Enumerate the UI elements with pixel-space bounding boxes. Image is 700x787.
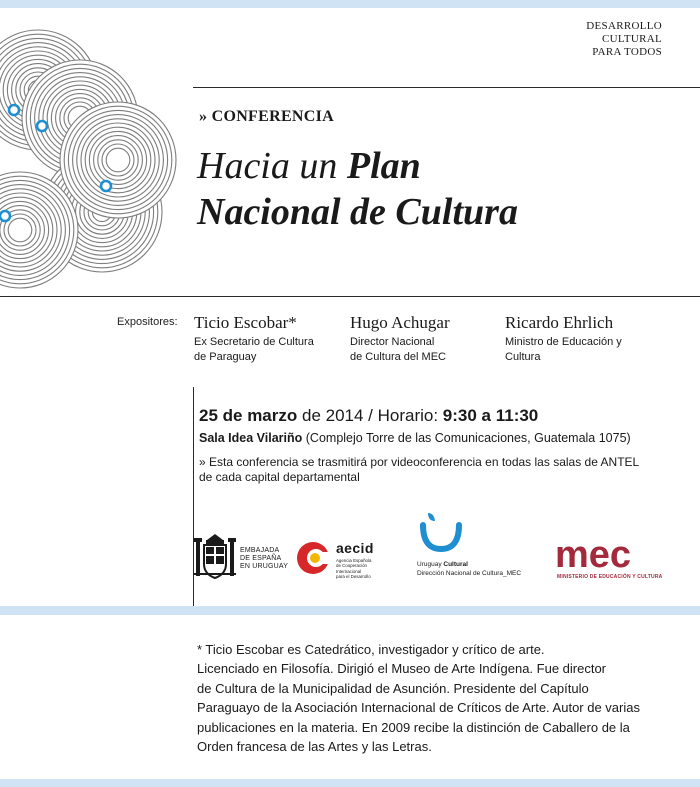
embassy-spain-logo bbox=[192, 534, 292, 582]
accent-ring bbox=[9, 105, 19, 115]
bottom-band bbox=[0, 779, 700, 787]
aecid-wordmark: aecid bbox=[336, 540, 374, 556]
title-italic-part: Hacia un bbox=[197, 145, 347, 187]
footnote-line: Licenciado en Filosofía. Dirigió el Museo de Arte Indígena. Fue director bbox=[197, 661, 607, 677]
brand-line: DESARROLLO bbox=[586, 20, 662, 32]
brand-line: PARA TODOS bbox=[592, 46, 662, 58]
event-date bbox=[199, 406, 538, 426]
uc-name-bold: Cultural bbox=[443, 561, 468, 568]
accent-ring bbox=[0, 211, 10, 221]
venue-bold: Sala Idea Vilariño bbox=[199, 431, 303, 445]
uruguay-cultural-logo bbox=[416, 511, 536, 583]
embassy-spain-text: EMBAJADA DE ESPAÑA EN URUGUAY bbox=[240, 547, 289, 570]
speakers-rule bbox=[0, 296, 700, 297]
accent-ring bbox=[101, 181, 111, 191]
speaker-role: Director Nacional de Cultura del MEC bbox=[350, 336, 446, 363]
footnote-line: * Ticio Escobar es Catedrático, investigador y crítico de arte. bbox=[197, 642, 545, 657]
footnote-line: Paraguayo de la Asociación Internacional de Críticos de Arte. Autor de varias bbox=[197, 700, 640, 716]
time-bold: 9:30 a 11:30 bbox=[442, 406, 539, 425]
speaker-name: Ricardo Ehrlich bbox=[505, 313, 614, 332]
speaker-card bbox=[194, 313, 344, 365]
aecid-logo bbox=[296, 536, 416, 584]
speakers-label: Expositores: bbox=[117, 316, 178, 328]
accent-ring bbox=[37, 121, 47, 131]
title-rule-top bbox=[193, 87, 700, 88]
uc-name-plain: Uruguay bbox=[417, 561, 444, 568]
footnote-line: Orden francesa de las Artes y las Letras. bbox=[197, 739, 432, 755]
top-band bbox=[0, 0, 700, 8]
videoconference-notice: » Esta conferencia se trasmitirá por videoconferencia en todas las salas de ANTEL de cada capital departamental bbox=[199, 455, 640, 484]
event-kicker: » CONFERENCIA bbox=[199, 108, 335, 125]
date-bold: 25 de marzo bbox=[199, 406, 298, 425]
aecid-mark-icon bbox=[296, 536, 332, 580]
middle-band bbox=[0, 606, 700, 615]
footnote-line: publicaciones en la materia. En 2009 recibe la distinción de Caballero de la bbox=[197, 719, 630, 735]
uruguay-cultural-direction: Dirección Nacional de Cultura_MEC bbox=[417, 570, 522, 577]
event-venue bbox=[199, 431, 631, 445]
title-line-1 bbox=[197, 143, 518, 189]
mec-logo bbox=[553, 534, 663, 584]
speaker-card bbox=[350, 313, 500, 365]
speaker-footnote bbox=[197, 640, 640, 756]
brand-tagline bbox=[586, 20, 662, 59]
title-bold-part: Plan bbox=[346, 145, 421, 187]
concentric-circles-graphic bbox=[0, 28, 190, 318]
spain-coat-of-arms-icon bbox=[192, 534, 238, 582]
venue-rest: (Complejo Torre de las Comunicaciones, Guatemala 1075) bbox=[302, 431, 631, 445]
page-title bbox=[197, 143, 518, 235]
uruguay-cultural-mark-icon bbox=[416, 511, 466, 557]
concentric-disc bbox=[60, 102, 176, 218]
mec-subtitle: MINISTERIO DE EDUCACIÓN Y CULTURA bbox=[557, 574, 663, 580]
title-line-2: Nacional de Cultura bbox=[197, 191, 518, 233]
uruguay-cultural-name bbox=[417, 561, 468, 568]
speaker-card bbox=[505, 313, 655, 365]
speaker-name: Hugo Achugar bbox=[350, 313, 450, 332]
speaker-role: Ex Secretario de Cultura de Paraguay bbox=[194, 336, 314, 363]
brand-line: CULTURAL bbox=[601, 33, 662, 45]
aecid-subtitle: Agencia Española de Cooperación Internacional para el Desarrollo bbox=[336, 558, 372, 580]
mec-wordmark: mec bbox=[555, 534, 632, 576]
speaker-name: Ticio Escobar* bbox=[194, 313, 297, 332]
speaker-role: Ministro de Educación y Cultura bbox=[505, 336, 622, 363]
footnote-line: de Cultura de la Municipalidad de Asunción. Presidente del Capítulo bbox=[197, 680, 589, 696]
date-rest: de 2014 / Horario: bbox=[297, 406, 443, 425]
